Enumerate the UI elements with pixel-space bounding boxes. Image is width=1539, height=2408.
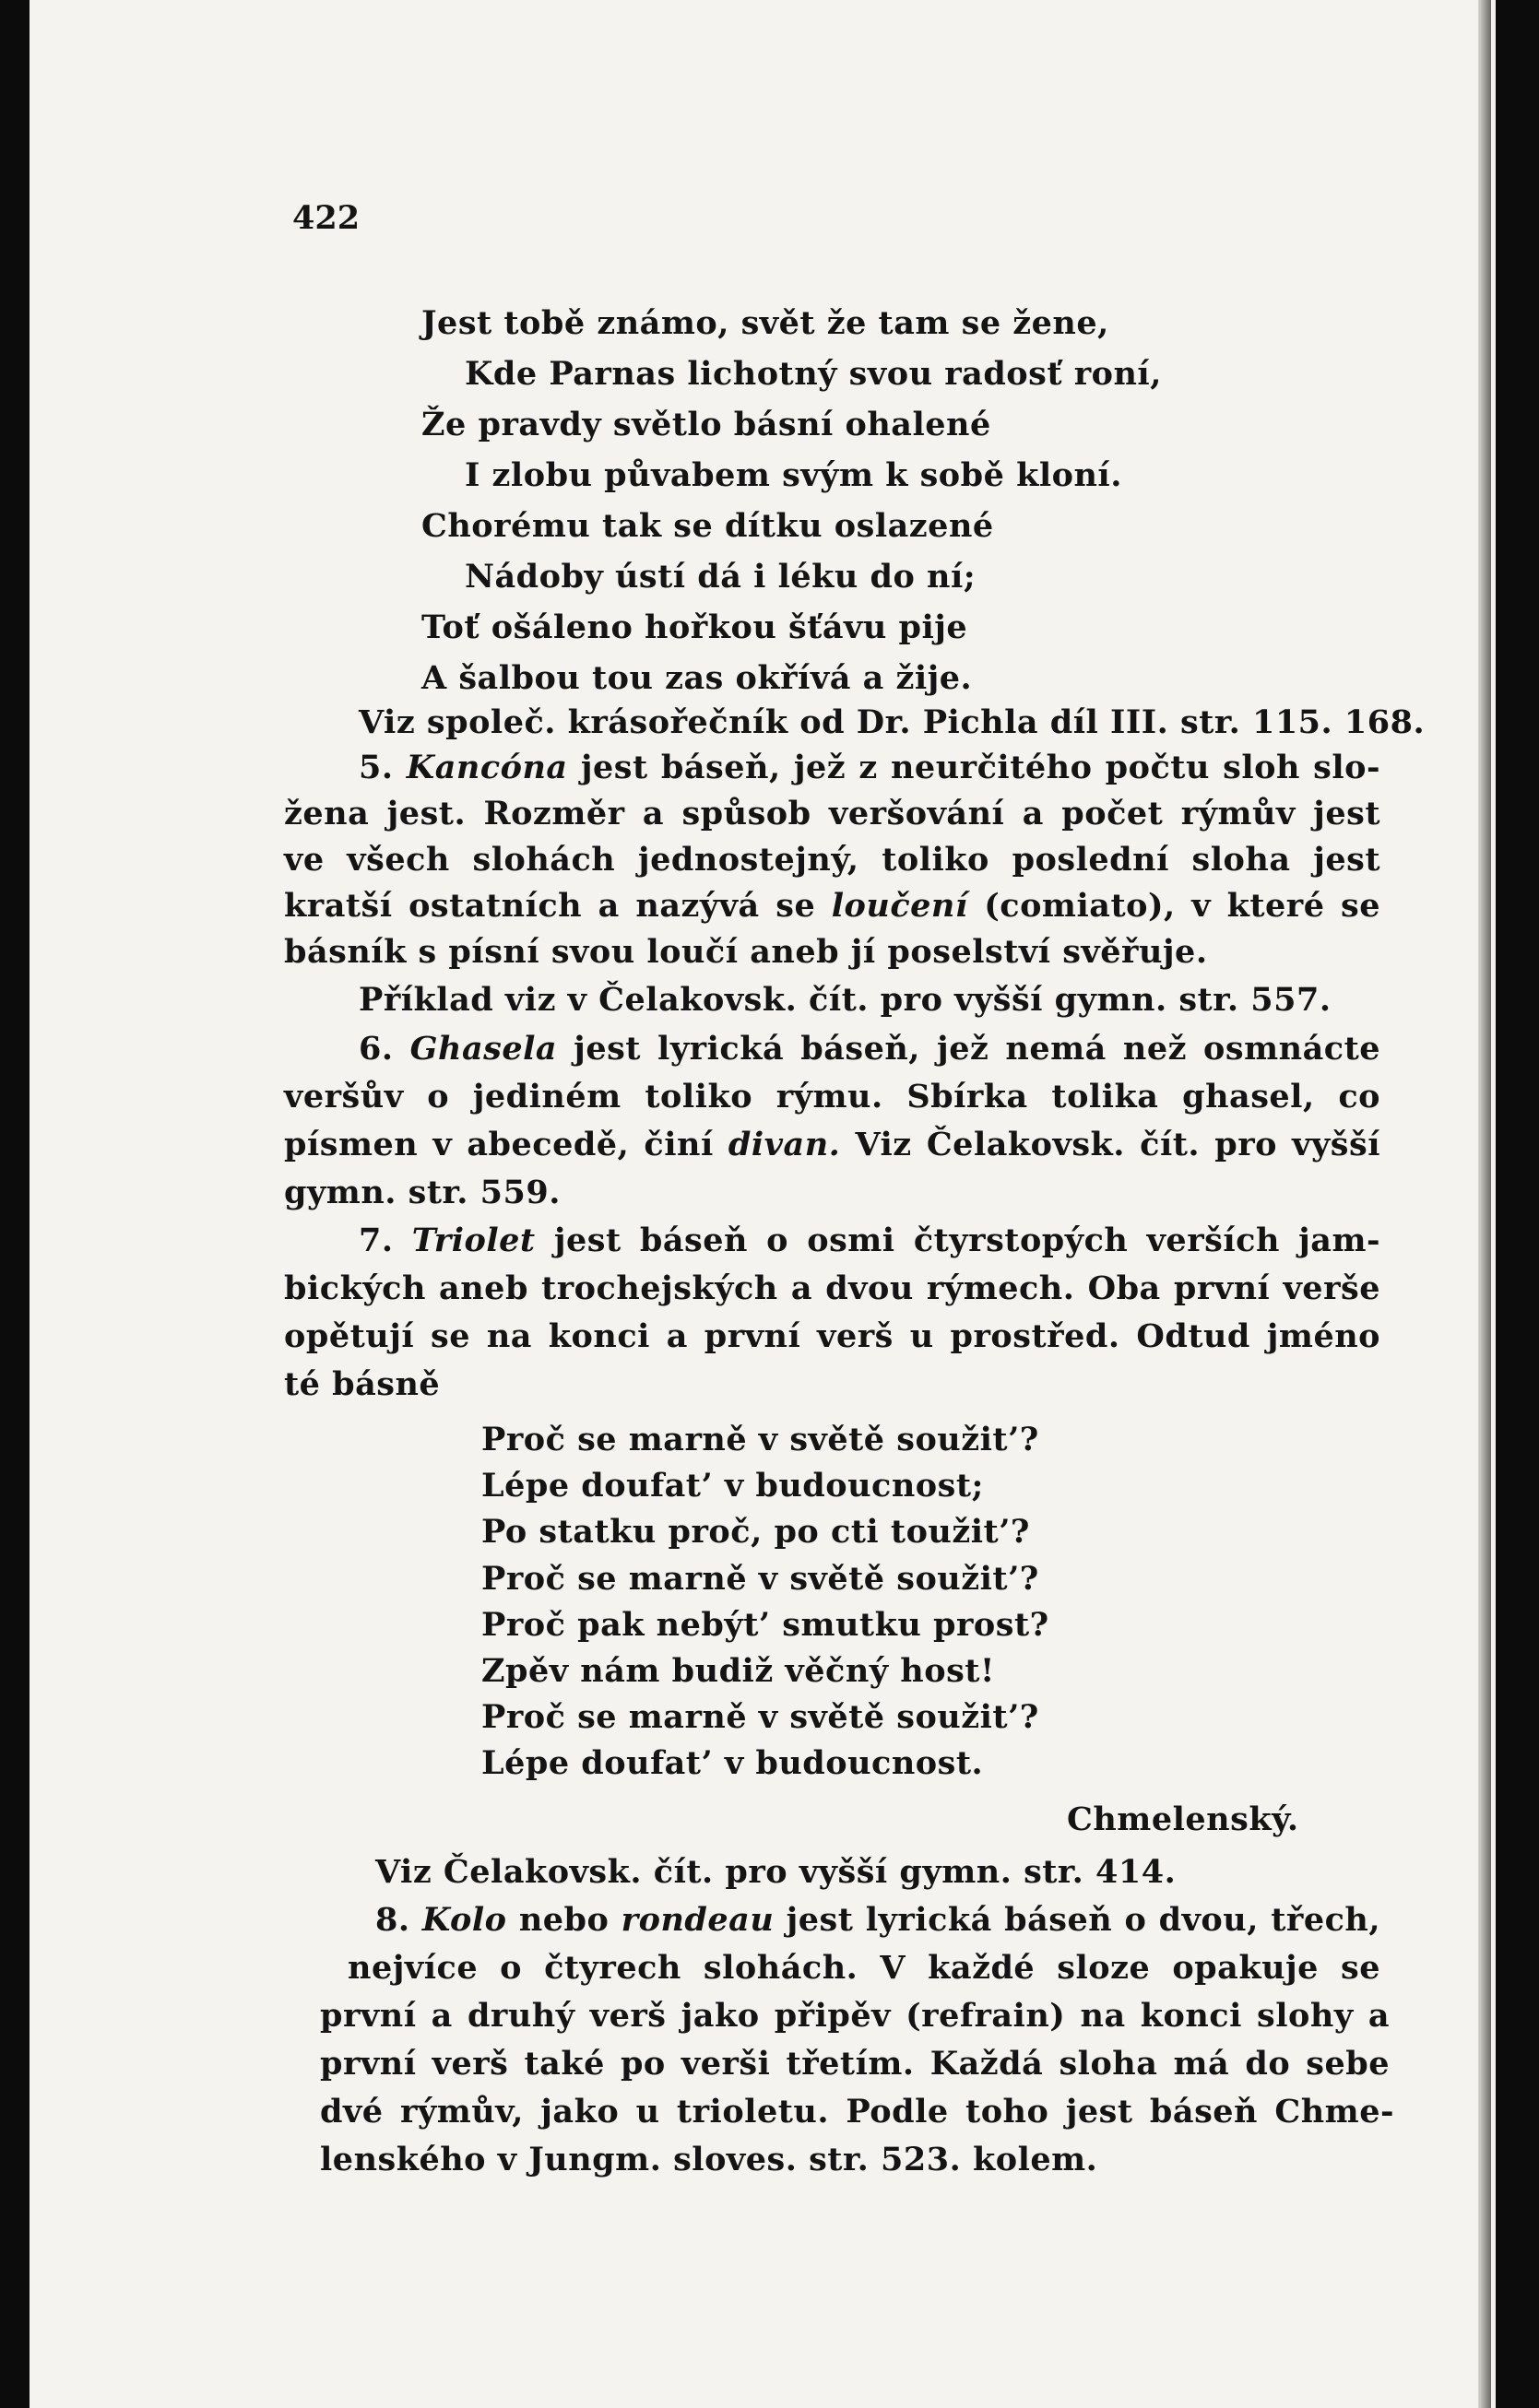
kolo-line-1-text: jest lyrická báseň o dvou, třech, [786,1901,1381,1939]
poem2-author: Chmelenský. [1067,1800,1299,1838]
triolet-line-1 [359,1218,1380,1264]
poem2-line-3: Po statku proč, po cti toužit’? [481,1513,1030,1551]
poem2-line-4: Proč se marně v světě soužit’? [481,1560,1039,1598]
kolo-nebo: nebo [518,1901,610,1939]
book-page [30,0,1496,2408]
kolo-term-2: rondeau [621,1901,775,1939]
poem2-line-5: Proč pak nebýt’ smutku prost? [481,1606,1049,1644]
ghasela-line-2: veršův o jediném toliko rýmu. Sbírka tolika ghasel, co [284,1078,1380,1115]
poem2-line-8: Lépe doufat’ v budoucnost. [481,1744,984,1782]
ghasela-line-4: gymn. str. 559. [284,1174,561,1211]
poem2-line-7: Proč se marně v světě soužit’? [481,1698,1039,1736]
kolo-number: 8. [375,1901,410,1939]
reference-pichl: Viz společ. krásořečník od Dr. Pichla díl III. str. 115. 168. [359,703,1426,741]
poem2-line-6: Zpěv nám budiž věčný host! [481,1652,995,1690]
kancona-term: Kancóna [406,749,568,786]
poem2-line-1: Proč se marně v světě soužit’? [481,1421,1039,1458]
kolo-line-2: nejvíce o čtyrech slohách. V každé sloze opakuje se [348,1949,1380,1987]
reference-celakovsky-414: Viz Čelakovsk. čít. pro vyšší gymn. str. 414. [375,1853,1177,1891]
reference-celakovsky-557: Příklad viz v Čelakovsk. čít. pro vyšší gymn. str. 557. [359,981,1332,1019]
poem1-line-6: Nádoby ústí dá i léku do ní; [465,558,977,596]
poem2-line-2: Lépe doufat’ v budoucnost; [481,1467,984,1505]
triolet-line-2: bických aneb trochejských a dvou rýmech. Oba první verše [284,1269,1380,1307]
kancona-line-5: básník s písní svou loučí aneb jí poselství svěřuje. [284,933,1208,971]
triolet-line-3: opětují se na konci a první verš u prostřed. Odtud jméno [284,1317,1380,1355]
kolo-line-4: první verš také po verši třetím. Každá sloha má do sebe [320,2045,1390,2083]
ghasela-line-3-term: divan. [728,1126,841,1163]
kancona-line-4-term: loučení [831,887,968,925]
poem1-line-1: Jest tobě známo, svět že tam se žene, [421,304,1109,342]
kancona-line-1 [359,745,1380,791]
ghasela-line-3 [284,1122,1380,1168]
kancona-line-4 [284,883,1380,929]
triolet-line-4: té básně [284,1365,441,1403]
triolet-term: Triolet [411,1222,536,1259]
poem1-line-2: Kde Parnas lichotný svou radosť roní, [465,355,1162,393]
kancona-line-4-before: kratší ostatních a nazývá se [284,887,816,925]
triolet-line-1-text: jest báseň o osmi čtyrstopých verších jam- [553,1222,1381,1259]
poem1-line-3: Že pravdy světlo básní ohalené [421,406,991,443]
ghasela-term: Ghasela [409,1030,558,1068]
ghasela-line-1 [359,1026,1380,1072]
kolo-line-5: dvé rýmův, jako u trioletu. Podle toho jest báseň Chme- [320,2093,1394,2131]
poem1-line-7: Toť ošáleno hořkou šťávu pije [421,608,968,646]
ghasela-line-1-text: jest lyrická báseň, jež nemá než osmnácte [574,1030,1381,1068]
triolet-number: 7. [359,1222,394,1259]
poem1-line-5: Chorému tak se dítku oslazené [421,507,994,545]
page-number: 422 [292,199,361,237]
poem1-line-8: A šalbou tou zas okřívá a žije. [421,659,973,697]
kolo-line-3: první a druhý verš jako připěv (refrain) na konci slohy a [320,1997,1390,2035]
kancona-line-1-text: jest báseň, jež z neurčitého počtu sloh slo- [580,749,1381,786]
kolo-line-6: lenského v Jungm. sloves. str. 523. kolem. [320,2141,1098,2178]
kolo-term-1: Kolo [421,1901,507,1939]
kolo-line-1 [375,1897,1380,1943]
ghasela-number: 6. [359,1030,394,1068]
kancona-line-2: žena jest. Rozměr a spůsob veršování a počet rýmův jest [284,795,1380,832]
kancona-line-3: ve všech slohách jednostejný, toliko poslední sloha jest [284,841,1380,879]
kancona-line-4-after: (comiato), v které se [984,887,1380,925]
kancona-number: 5. [359,749,394,786]
poem1-line-4: I zlobu půvabem svým k sobě kloní. [465,456,1122,494]
ghasela-line-3-before: písmen v abecedě, činí [284,1126,714,1163]
page-edge-shadow [1478,0,1491,2408]
ghasela-line-3-after: Viz Čelakovsk. čít. pro vyšší [855,1126,1381,1163]
